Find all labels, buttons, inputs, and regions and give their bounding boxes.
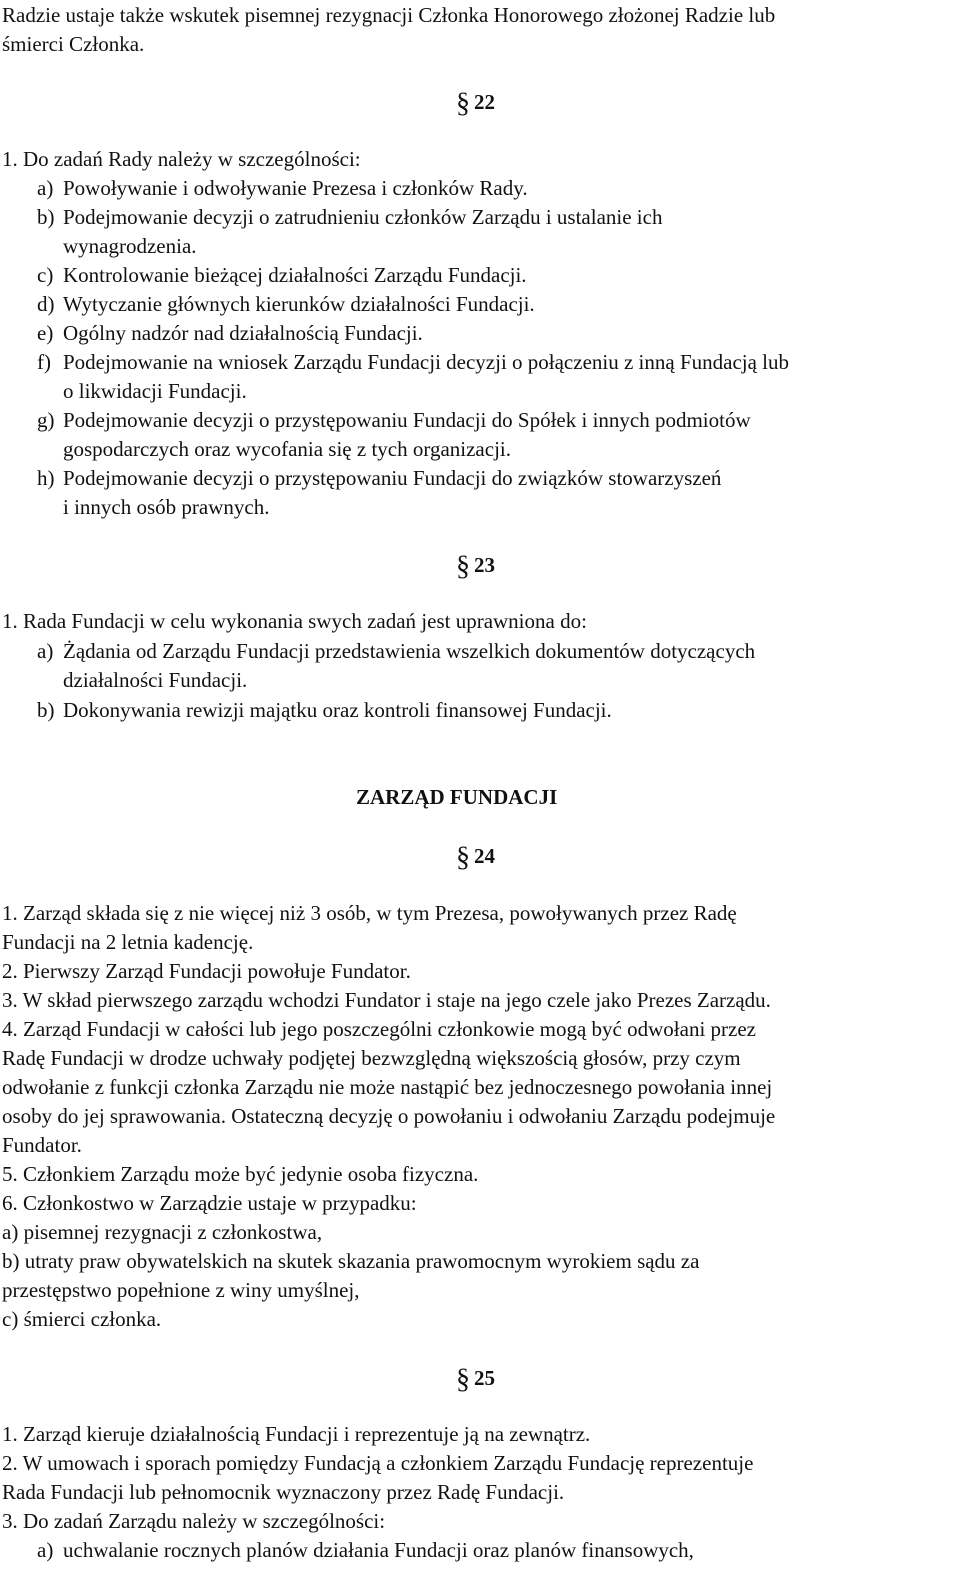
list-item: b) Dokonywania rewizji majątku oraz kontroli finansowej Fundacji.: [37, 698, 612, 722]
list-item: d) Wytyczanie głównych kierunków działalności Fundacji.: [37, 292, 535, 316]
list-item: h) Podejmowanie decyzji o przystępowaniu Fundacji do związków stowarzyszeń: [37, 466, 722, 490]
list-item: b) Podejmowanie decyzji o zatrudnieniu członków Zarządu i ustalanie ich: [37, 205, 663, 229]
text-line: 5. Członkiem Zarządu może być jedynie osoba fizyczna.: [2, 1162, 479, 1186]
list-item: a) Powoływanie i odwoływanie Prezesa i członków Rady.: [37, 176, 528, 200]
section-number-23: § 23: [456, 551, 495, 582]
text-line: 3. Do zadań Zarządu należy w szczególności:: [2, 1509, 386, 1533]
list-item: g) Podejmowanie decyzji o przystępowaniu Fundacji do Spółek i innych podmiotów: [37, 408, 751, 432]
list-item: f) Podejmowanie na wniosek Zarządu Fundacji decyzji o połączeniu z inną Fundacją lub: [37, 350, 790, 374]
text-line: 1. Do zadań Rady należy w szczególności:: [2, 147, 361, 171]
text-line: śmierci Członka.: [2, 32, 145, 56]
list-item: c) Kontrolowanie bieżącej działalności Zarządu Fundacji.: [37, 263, 527, 287]
text-line: odwołanie z funkcji członka Zarządu nie może nastąpić bez jednoczesnego powołania innej: [2, 1075, 773, 1099]
text-line: Radzie ustaje także wskutek pisemnej rezygnacji Członka Honorowego złożonej Radzie lub: [2, 3, 776, 27]
section-heading: ZARZĄD FUNDACJI: [356, 785, 558, 809]
text-line: 1. Zarząd kieruje działalnością Fundacji i reprezentuje ją na zewnątrz.: [2, 1422, 591, 1446]
text-line: 2. W umowach i sporach pomiędzy Fundacją a członkiem Zarządu Fundację reprezentuje: [2, 1451, 754, 1475]
text-line: 6. Członkostwo w Zarządzie ustaje w przypadku:: [2, 1191, 417, 1215]
text-line: o likwidacji Fundacji.: [63, 379, 247, 403]
text-line: Fundator.: [2, 1133, 82, 1157]
text-line: a) pisemnej rezygnacji z członkostwa,: [2, 1220, 323, 1244]
text-line: przestępstwo popełnione z winy umyślnej,: [2, 1278, 360, 1302]
list-item: a) uchwalanie rocznych planów działania Fundacji oraz planów finansowych,: [37, 1538, 694, 1562]
text-line: 2. Pierwszy Zarząd Fundacji powołuje Fundator.: [2, 959, 411, 983]
text-line: osoby do jej sprawowania. Ostateczną decyzję o powołaniu i odwołaniu Zarządu podejmuje: [2, 1104, 776, 1128]
text-line: 1. Zarząd składa się z nie więcej niż 3 osób, w tym Prezesa, powoływanych przez Radę: [2, 901, 737, 925]
text-line: c) śmierci członka.: [2, 1307, 162, 1331]
list-item: a) Żądania od Zarządu Fundacji przedstawienia wszelkich dokumentów dotyczących: [37, 639, 756, 663]
text-line: i innych osób prawnych.: [63, 495, 270, 519]
text-line: Rada Fundacji lub pełnomocnik wyznaczony przez Radę Fundacji.: [2, 1480, 565, 1504]
text-line: Fundacji na 2 letnia kadencję.: [2, 930, 254, 954]
text-line: wynagrodzenia.: [63, 234, 197, 258]
section-number-25: § 25: [456, 1364, 495, 1395]
section-number-22: § 22: [456, 88, 495, 119]
text-line: 4. Zarząd Fundacji w całości lub jego poszczególni członkowie mogą być odwołani przez: [2, 1017, 756, 1041]
section-number-24: § 24: [456, 842, 495, 873]
text-line: Radę Fundacji w drodze uchwały podjętej bezwzględną większością głosów, przy czym: [2, 1046, 741, 1070]
text-line: 1. Rada Fundacji w celu wykonania swych zadań jest uprawniona do:: [2, 609, 587, 633]
text-line: działalności Fundacji.: [63, 668, 248, 692]
text-line: gospodarczych oraz wycofania się z tych organizacji.: [63, 437, 511, 461]
list-item: e) Ogólny nadzór nad działalnością Fundacji.: [37, 321, 423, 345]
text-line: b) utraty praw obywatelskich na skutek skazania prawomocnym wyrokiem sądu za: [2, 1249, 700, 1273]
text-line: 3. W skład pierwszego zarządu wchodzi Fundator i staje na jego czele jako Prezes Zarządu.: [2, 988, 771, 1012]
